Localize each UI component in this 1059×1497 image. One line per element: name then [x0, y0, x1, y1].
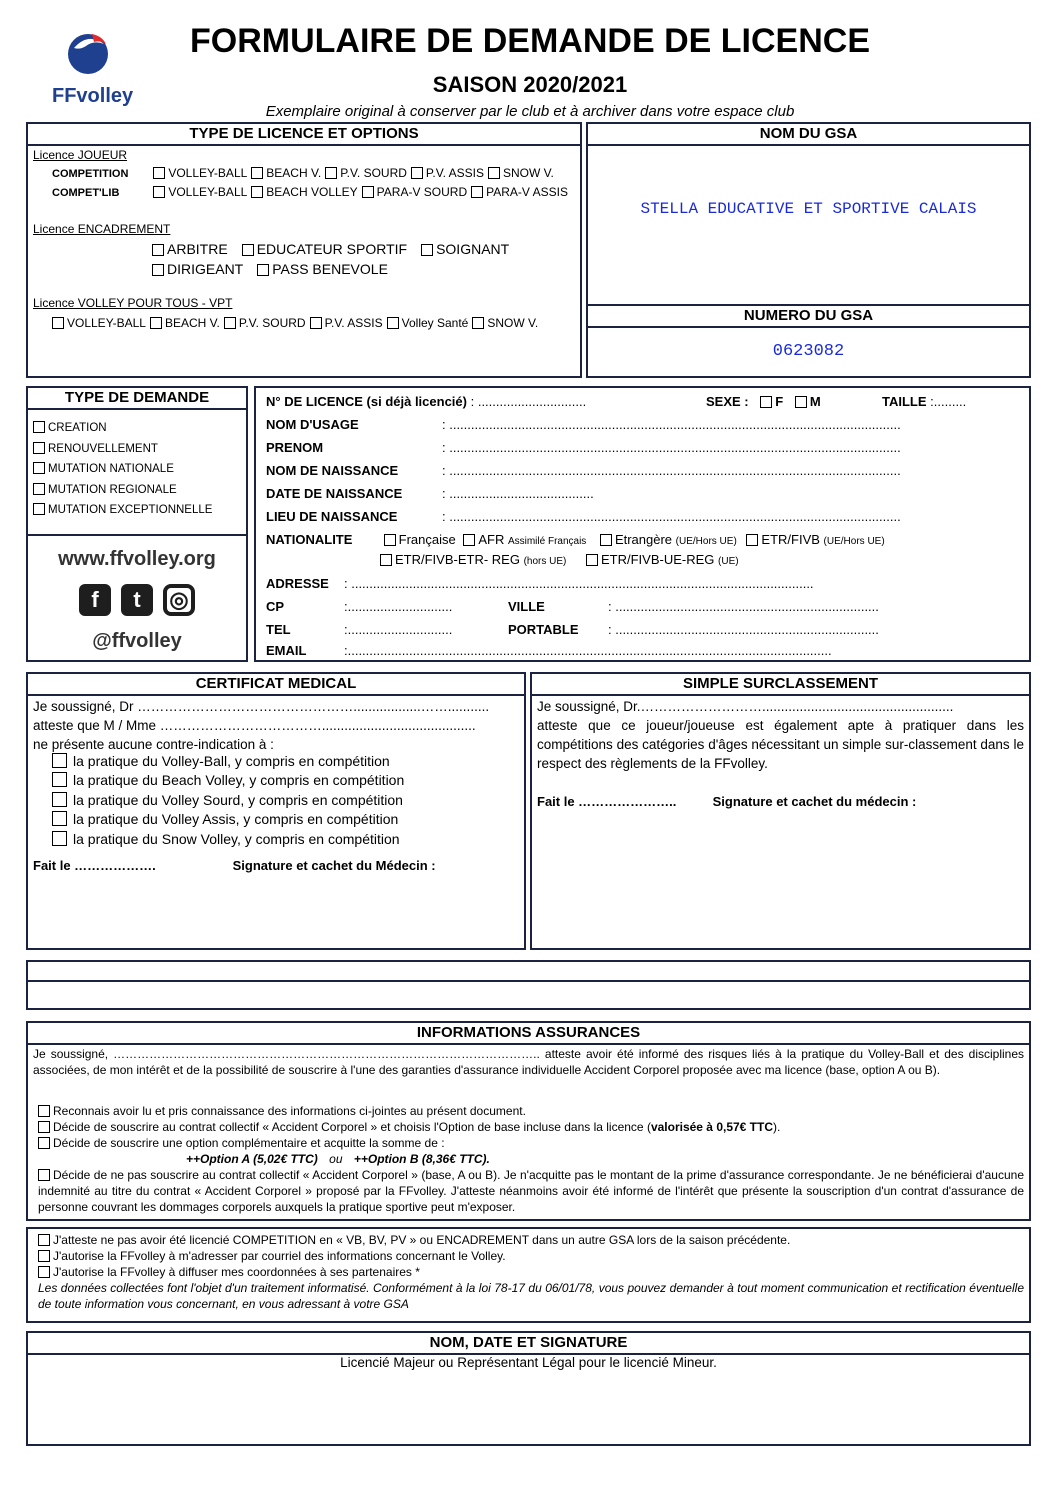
complib-option — [153, 185, 247, 199]
surclassement-panel — [530, 672, 1031, 950]
nat-francaise-checkbox[interactable] — [384, 534, 396, 546]
attestations-panel — [26, 1227, 1031, 1323]
sexe-row: SEXE : F M — [706, 394, 821, 409]
demande-checkbox[interactable] — [33, 462, 45, 474]
signature-subtitle: Licencié Majeur ou Représentant Légal pour le licencié Mineur. — [340, 1355, 717, 1370]
nat-etr-reg-checkbox[interactable] — [380, 554, 392, 566]
certificat-options — [52, 752, 404, 849]
competition-option-label: SNOW V. — [502, 166, 554, 180]
vpt-option — [310, 316, 383, 330]
portable-row: PORTABLE : ......................................................................... — [508, 622, 879, 637]
encadrement-option — [421, 241, 509, 257]
identity-field-label: DATE DE NAISSANCE — [266, 486, 403, 501]
complib-option-label: PARA-V SOURD — [376, 185, 468, 199]
competition-option-label: P.V. ASSIS — [425, 166, 484, 180]
certificat-heading: CERTIFICAT MEDICAL — [28, 674, 524, 696]
vpt-option — [52, 316, 146, 330]
identity-field-input[interactable]: : ............................................................................................................................. — [442, 509, 901, 524]
vpt-option — [472, 316, 538, 330]
signature-panel — [26, 1331, 1031, 1446]
vpt-option-label: P.V. SOURD — [238, 316, 306, 330]
social-handle: @ffvolley — [92, 630, 182, 652]
identity-field-row — [266, 440, 901, 463]
demande-checkbox[interactable] — [33, 421, 45, 433]
certificat-option — [52, 791, 404, 810]
sexe-f-checkbox[interactable] — [760, 396, 772, 408]
identity-fields — [266, 417, 901, 532]
encadrement-option-label: PASS BENEVOLE — [272, 261, 388, 277]
vpt-label: Licence VOLLEY POUR TOUS - VPT — [33, 296, 233, 310]
joueur-label: Licence JOUEUR — [33, 148, 128, 162]
gsa-number-value: 0623082 — [772, 342, 845, 361]
website-link[interactable]: www.ffvolley.org — [58, 548, 216, 570]
encadrement-option-label: SOIGNANT — [436, 241, 510, 257]
certificat-option — [52, 752, 404, 771]
demande-checkbox[interactable] — [33, 503, 45, 515]
assurance-item2-checkbox[interactable] — [38, 1121, 50, 1133]
encadrement-checkbox[interactable] — [421, 244, 433, 256]
attestation-item3-checkbox[interactable] — [38, 1266, 50, 1278]
certificat-option-label: la pratique du Volley Sourd, y compris en compétition — [73, 791, 403, 808]
demande-heading: TYPE DE DEMANDE — [28, 388, 246, 410]
vpt-option — [224, 316, 306, 330]
demande-option-label: RENOUVELLEMENT — [48, 442, 158, 455]
complib-checkbox[interactable] — [362, 186, 374, 198]
gsa-name-heading: NOM DU GSA — [588, 124, 1029, 146]
licence-types-heading: TYPE DE LICENCE ET OPTIONS — [28, 124, 580, 146]
competition-option-label: P.V. SOURD — [340, 166, 407, 180]
certificat-option — [52, 830, 404, 849]
surclassement-fait-row: Fait le ………………….. Signature et cachet du médecin : — [537, 794, 917, 809]
nationalite-row1: NATIONALITE Française AFR Assimilé Français Etrangère (UE/Hors UE) ETR/FIVB (UE/Hors UE) — [266, 532, 885, 547]
assurance-intro: Je soussigné, …………………………………………………………………………………………….. atteste avoir été informé des risques liés à la pratique du Volley-Ball et des disciplines associées, de mon intérêt et de la possibilité de souscrire à l'une des garanties d'assurance individuelle Accident Corporel proposée avec ma licence (base, option A ou B). — [33, 1047, 1024, 1077]
identity-field-label: LIEU DE NAISSANCE — [266, 509, 398, 524]
gsa-number-heading: NUMERO DU GSA — [588, 304, 1029, 328]
surclassement-heading: SIMPLE SURCLASSEMENT — [532, 674, 1029, 696]
certificat-intro-line: ne présente aucune contre-indication à : — [33, 737, 274, 752]
licence-number-field[interactable]: : .............................. — [470, 394, 587, 409]
certificat-option-label: la pratique du Volley Assis, y compris en compétition — [73, 811, 399, 828]
cp-row: CP :............................. — [266, 599, 453, 614]
encadrement-option-label: ARBITRE — [167, 241, 228, 257]
nat-etr-fivb-checkbox[interactable] — [746, 534, 758, 546]
email-row: EMAIL :...................................................................................................................................... — [266, 643, 832, 658]
encadrement-row1 — [152, 241, 523, 257]
vpt-row — [52, 316, 542, 330]
identity-field-input[interactable]: : ........................................ — [442, 486, 594, 501]
competition-checkbox[interactable] — [153, 167, 165, 179]
competition-option-label: BEACH V. — [266, 166, 322, 180]
ville-row: VILLE : ......................................................................... — [508, 599, 879, 614]
nat-afr-checkbox[interactable] — [463, 534, 475, 546]
attestation-item1: J'atteste ne pas avoir été licencié COMPETITION en « VB, BV, PV » ou ENCADREMENT dans un autre GSA lors de la saison précédente. — [38, 1232, 1024, 1248]
identity-field-label: NOM D'USAGE — [266, 417, 359, 432]
surclassement-text: atteste que ce joueur/joueuse est également apte à pratiquer dans les compétitions des catégories d'âges nécessitant un simple sur-classement dans le respect des règlements de la FFvolley. — [537, 718, 1024, 771]
encadrement-option — [257, 261, 388, 277]
complib-option-label: VOLLEY-BALL — [168, 185, 248, 199]
gsa-name-value: STELLA EDUCATIVE ET SPORTIVE CALAIS — [640, 200, 977, 218]
licence-number-row: N° DE LICENCE (si déjà licencié) : .............................. — [266, 394, 587, 409]
vpt-checkbox[interactable] — [52, 317, 64, 329]
attestation-item3: J'autorise la FFvolley à diffuser mes coordonnées à ses partenaires * — [38, 1264, 1024, 1280]
assurance-item4: Décide de ne pas souscrire au contrat collectif « Accident Corporel » (base, A ou B). Je n'acquitte pas le montant de la prime d'assurance correspondante. Je ne bénéficierai d'aucune indemnité au titre du contrat « Accident Corporel » proposé par la FFvolley. J'atteste néanmoins avoir été informé de l'intérêt que présente la souscription d'un contrat d'assurance de personne couvrant les dommages corporels auxquels la pratique sportive peut m'exposer. — [38, 1168, 1024, 1214]
competition-options — [153, 166, 558, 180]
competition-label: COMPETITION — [52, 168, 129, 180]
assurance-panel — [26, 1021, 1031, 1221]
demande-option-label: CREATION — [48, 422, 107, 434]
sexe-m-checkbox[interactable] — [795, 396, 807, 408]
attestation-item2: J'autorise la FFvolley à m'adresser par courriel des informations concernant le Volley. — [38, 1248, 1024, 1264]
identity-field-row — [266, 417, 901, 440]
vpt-checkbox[interactable] — [310, 317, 322, 329]
complib-option — [251, 185, 357, 199]
logo-icon — [52, 24, 124, 84]
adresse-row: ADRESSE : ................................................................................................................................ — [266, 576, 814, 591]
encadrement-row2 — [152, 261, 402, 277]
identity-field-row — [266, 509, 901, 532]
encadrement-option-label: EDUCATEUR SPORTIF — [256, 241, 408, 257]
encadrement-option — [242, 241, 407, 257]
tel-row: TEL :............................. — [266, 622, 453, 637]
complib-checkbox[interactable] — [153, 186, 165, 198]
complib-option-label: PARA-V ASSIS — [486, 185, 568, 199]
facebook-icon[interactable]: f — [79, 584, 111, 616]
demande-option — [33, 459, 212, 480]
nat-ue-reg-checkbox[interactable] — [586, 554, 598, 566]
twitter-icon[interactable]: t — [121, 584, 153, 616]
assurance-item1: Reconnais avoir lu et pris connaissance des informations ci-jointes au présent document. — [38, 1103, 1024, 1119]
certificat-checkbox[interactable] — [52, 792, 67, 807]
ffvolley-logo — [52, 24, 134, 108]
assurance-options-row: ++Option A (5,02€ TTC) ou ++Option B (8,36€ TTC). — [186, 1152, 490, 1166]
gsa-panel — [586, 122, 1031, 378]
certificat-checkbox[interactable] — [52, 753, 67, 768]
competition-option — [153, 166, 247, 180]
taille-field[interactable]: :......... — [930, 394, 967, 409]
identity-panel — [254, 386, 1031, 662]
encadrement-checkbox[interactable] — [152, 244, 164, 256]
competition-checkbox[interactable] — [251, 167, 263, 179]
attestation-item2-checkbox[interactable] — [38, 1250, 50, 1262]
page-title: FORMULAIRE DE DEMANDE DE LICENCE — [189, 22, 871, 60]
identity-field-input[interactable]: : ............................................................................................................................. — [442, 463, 901, 478]
encadrement-option — [152, 241, 228, 257]
option-a: ++Option A (5,02€ TTC) — [186, 1152, 318, 1166]
encadrement-label: Licence ENCADREMENT — [33, 222, 171, 236]
vpt-option-label: VOLLEY-BALL — [67, 316, 146, 330]
competition-checkbox[interactable] — [488, 167, 500, 179]
demande-option — [33, 480, 212, 501]
competition-option — [251, 166, 321, 180]
nat-etrangere-checkbox[interactable] — [600, 534, 612, 546]
identity-field-row — [266, 463, 901, 486]
assurance-item3-checkbox[interactable] — [38, 1137, 50, 1149]
vpt-checkbox[interactable] — [224, 317, 236, 329]
blank-band — [26, 960, 1031, 1010]
competition-checkbox[interactable] — [411, 167, 423, 179]
demande-checkbox[interactable] — [33, 442, 45, 454]
identity-field-input[interactable]: : ............................................................................................................................. — [442, 417, 901, 432]
complib-option — [362, 185, 467, 199]
vpt-option — [150, 316, 220, 330]
certificat-panel — [26, 672, 526, 950]
assurance-item4-checkbox[interactable] — [38, 1169, 50, 1181]
vpt-checkbox[interactable] — [150, 317, 162, 329]
vpt-checkbox[interactable] — [387, 317, 399, 329]
demande-checkbox[interactable] — [33, 483, 45, 495]
licence-types-panel — [26, 122, 582, 378]
competition-checkbox[interactable] — [325, 167, 337, 179]
taille-row: TAILLE :......... — [882, 394, 967, 409]
certificat-option-label: la pratique du Volley-Ball, y compris en compétition — [73, 753, 390, 769]
signature-heading: NOM, DATE ET SIGNATURE — [28, 1333, 1029, 1355]
certificat-patient-line[interactable]: atteste que M / Mme ………………………………......................................... — [33, 718, 476, 733]
complib-row — [52, 185, 572, 199]
certificat-option-label: la pratique du Beach Volley, y compris en compétition — [73, 772, 405, 789]
demande-options — [33, 418, 212, 521]
certificat-fait-row: Fait le ………………. Signature et cachet du Médecin : — [33, 858, 436, 873]
complib-option-label: BEACH VOLLEY — [266, 185, 358, 199]
competition-row — [52, 166, 558, 180]
assurance-item1-checkbox[interactable] — [38, 1105, 50, 1117]
demande-option — [33, 500, 212, 521]
encadrement-checkbox[interactable] — [257, 264, 269, 276]
certificat-option-label: la pratique du Snow Volley, y compris en compétition — [73, 830, 400, 847]
vpt-option-label: P.V. ASSIS — [324, 316, 383, 330]
complib-option — [471, 185, 568, 199]
tel-field[interactable]: :............................. — [344, 622, 453, 637]
ville-field[interactable]: : ......................................................................... — [608, 599, 879, 614]
season-title: SAISON 2020/2021 — [432, 72, 628, 97]
demande-option-label: MUTATION EXCEPTIONNELLE — [48, 504, 213, 516]
certificat-checkbox[interactable] — [52, 811, 67, 826]
demande-panel — [26, 386, 248, 662]
vpt-option — [387, 316, 469, 330]
adresse-field[interactable]: : ................................................................................................................................ — [344, 576, 814, 591]
attestation-item1-checkbox[interactable] — [38, 1234, 50, 1246]
identity-field-input[interactable]: : ............................................................................................................................. — [442, 440, 901, 455]
vpt-option-label: SNOW V. — [487, 316, 539, 330]
certificat-checkbox[interactable] — [52, 772, 67, 787]
encadrement-checkbox[interactable] — [152, 264, 164, 276]
nationalite-row2: ETR/FIVB-ETR- REG (hors UE) ETR/FIVB-UE-REG (UE) — [380, 552, 739, 567]
assurance-heading: INFORMATIONS ASSURANCES — [28, 1023, 1029, 1045]
vpt-option-label: Volley Santé — [401, 316, 469, 330]
identity-field-label: NOM DE NAISSANCE — [266, 463, 399, 478]
data-protection-note: Les données collectées font l'objet d'un traitement informatisé. Conformément à la loi 78-17 du 06/01/78, vous pouvez demander à tout moment communication et rectification éventuelle de toute information vous concernant, en vous adressant à votre GSA — [38, 1281, 1024, 1311]
competition-option — [488, 166, 554, 180]
certificat-option — [52, 771, 404, 790]
page-subtitle: Exemplaire original à conserver par le club et à archiver dans votre espace club — [265, 103, 795, 120]
complib-checkbox[interactable] — [251, 186, 263, 198]
option-b: ++Option B (8,36€ TTC). — [353, 1152, 490, 1166]
identity-field-row — [266, 486, 901, 509]
social-icons — [28, 584, 246, 616]
demande-option — [33, 439, 212, 460]
demande-option-label: MUTATION REGIONALE — [48, 483, 177, 496]
complib-checkbox[interactable] — [471, 186, 483, 198]
email-field[interactable]: :...................................................................................................................................... — [344, 643, 832, 658]
complib-options — [153, 185, 572, 199]
complib-label: COMPET'LIB — [52, 187, 120, 199]
cp-field[interactable]: :............................. — [344, 599, 453, 614]
competition-option-label: VOLLEY-BALL — [168, 166, 248, 180]
certificat-doctor-line[interactable]: Je soussigné, Dr …………………………………………..................……........... — [33, 699, 490, 714]
surclassement-doctor-line[interactable]: Je soussigné, Dr.………………………................................................... — [537, 699, 954, 714]
identity-field-label: PRENOM — [266, 440, 324, 455]
encadrement-option — [152, 261, 243, 277]
assurance-item3: Décide de souscrire une option complémentaire et acquitte la somme de : — [38, 1135, 1024, 1151]
certificat-option — [52, 810, 404, 829]
encadrement-option-label: DIRIGEANT — [167, 261, 244, 277]
assurance-item2: Décide de souscrire au contrat collectif « Accident Corporel » et choisis l'Option de base incluse dans la licence (valorisée à 0,57€ TTC). — [38, 1119, 1024, 1135]
portable-field[interactable]: : ......................................................................... — [608, 622, 879, 637]
vpt-option-label: BEACH V. — [164, 316, 220, 330]
demande-option — [33, 418, 212, 439]
logo-text: FFvolley — [52, 85, 134, 107]
competition-option — [325, 166, 407, 180]
certificat-checkbox[interactable] — [52, 831, 67, 846]
encadrement-checkbox[interactable] — [242, 244, 254, 256]
competition-option — [411, 166, 484, 180]
demande-option-label: MUTATION NATIONALE — [48, 463, 174, 475]
vpt-checkbox[interactable] — [472, 317, 484, 329]
instagram-icon[interactable]: ◎ — [163, 584, 195, 616]
